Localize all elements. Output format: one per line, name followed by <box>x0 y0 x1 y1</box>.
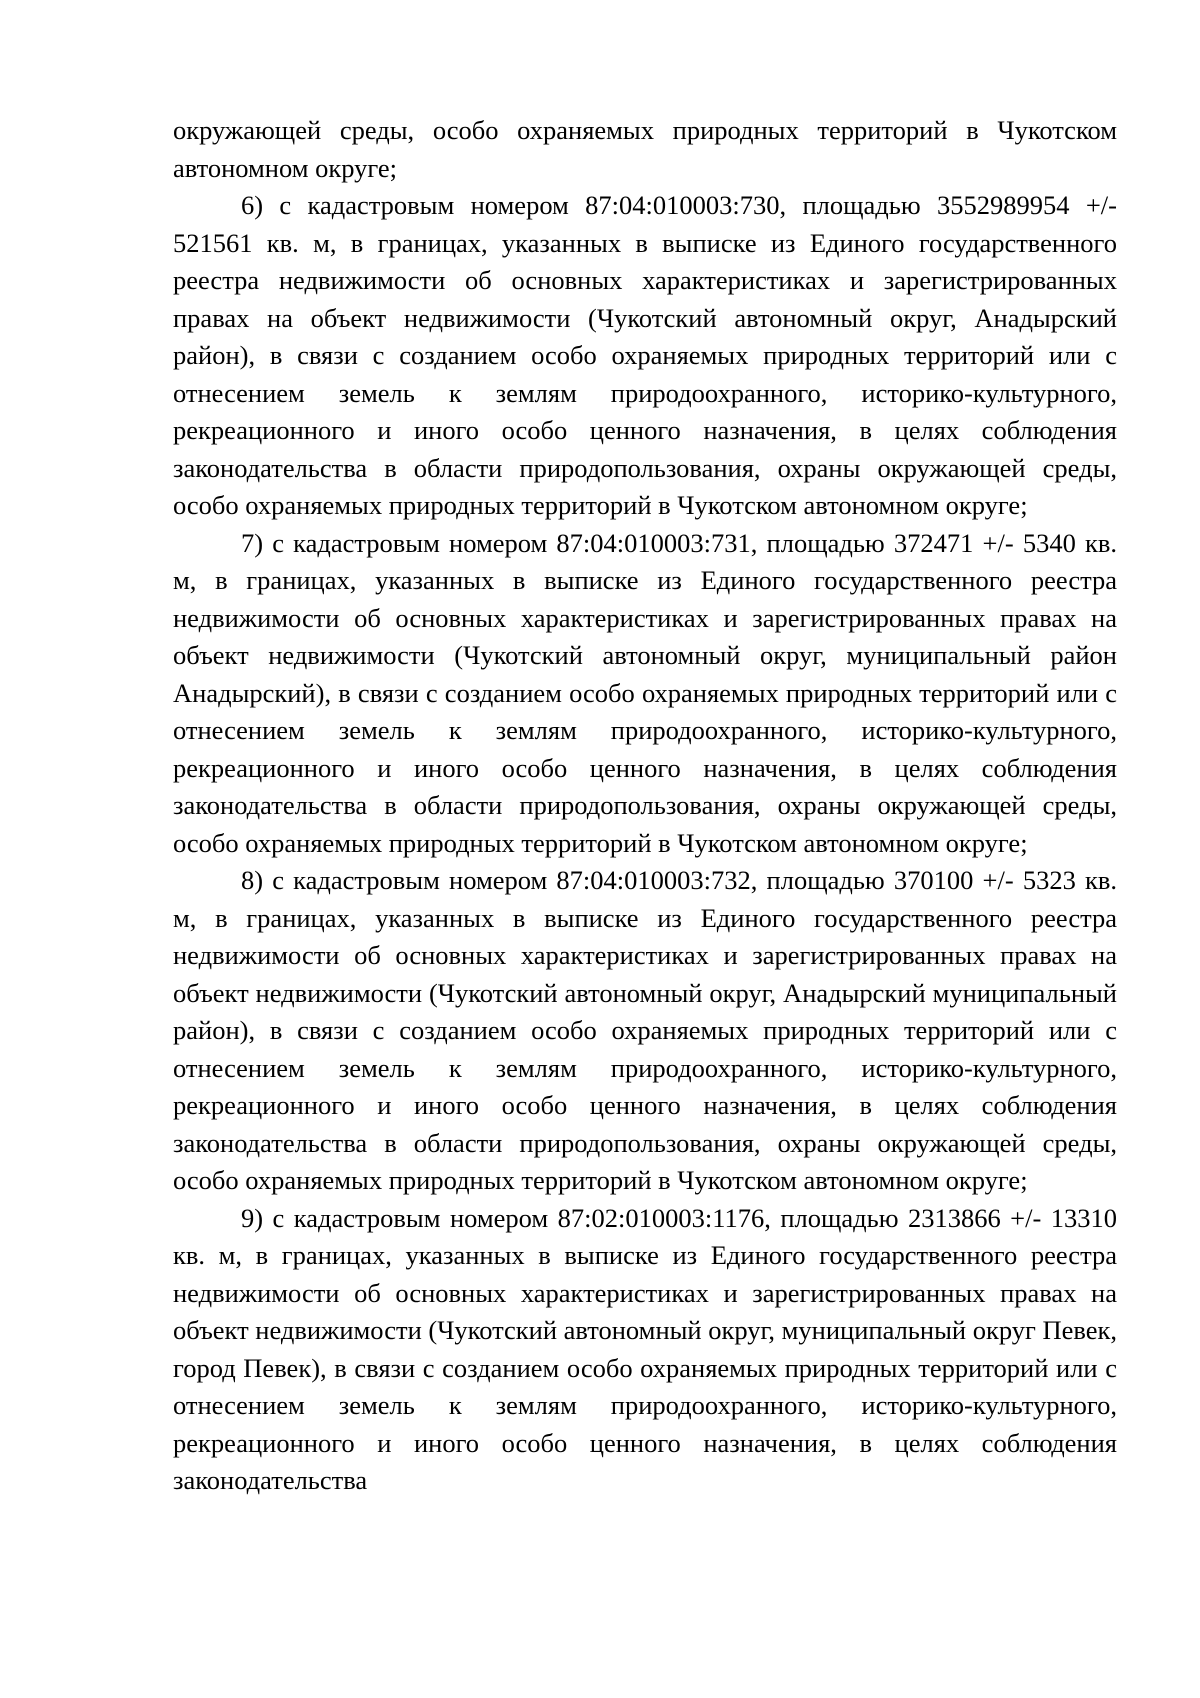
list-item-7 <box>173 525 1117 863</box>
item-text: с кадастровым номером 87:04:010003:730, площадью 3552989954 +/- 521561 кв. м, в границах, указанных в выписке из Единого государственного реестра недвижимости об основных характеристиках и зарегистрированных правах на объект недвижимости (Чукотский автономный округ, Анадырский район), в связи с созданием особо охраняемых природных территорий или с отнесением земель к землям природоохранного, историко-культурного, рекреационного и иного особо ценного назначения, в целях соблюдения законодательства в области природопользования, охраны окружающей среды, особо охраняемых природных территорий в Чукотском автономном округе; <box>173 190 1117 520</box>
list-item-6 <box>173 187 1117 525</box>
list-item-9 <box>173 1200 1117 1500</box>
continuation-paragraph: окружающей среды, особо охраняемых природных территорий в Чукотском автономном округе; <box>173 115 1117 183</box>
item-text: с кадастровым номером 87:04:010003:731, площадью 372471 +/- 5340 кв. м, в границах, указанных в выписке из Единого государственного реестра недвижимости об основных характеристиках и зарегистрированных правах на объект недвижимости (Чукотский автономный округ, муниципальный район Анадырский), в связи с созданием особо охраняемых природных территорий или с отнесением земель к землям природоохранного, историко-культурного, рекреационного и иного особо ценного назначения, в целях соблюдения законодательства в области природопользования, охраны окружающей среды, особо охраняемых природных территорий в Чукотском автономном округе; <box>173 527 1117 858</box>
list-item-8 <box>173 862 1117 1200</box>
item-number: 9) <box>241 1202 264 1233</box>
item-number: 7) <box>241 527 264 558</box>
item-number: 8) <box>241 865 264 895</box>
item-text: с кадастровым номером 87:04:010003:732, площадью 370100 +/- 5323 кв. м, в границах, указанных в выписке из Единого государственного реестра недвижимости об основных характеристиках и зарегистрированных правах на объект недвижимости (Чукотский автономный округ, Анадырский муниципальный район), в связи с созданием особо охраняемых природных территорий или с отнесением земель к землям природоохранного, историко-культурного, рекреационного и иного особо ценного назначения, в целях соблюдения законодательства в области природопользования, охраны окружающей среды, особо охраняемых природных территорий в Чукотском автономном округе; <box>173 865 1117 1195</box>
item-text: с кадастровым номером 87:02:010003:1176, площадью 2313866 +/- 13310 кв. м, в границах, указанных в выписке из Единого государственного реестра недвижимости об основных характеристиках и зарегистрированных правах на объект недвижимости (Чукотский автономный округ, муниципальный округ Певек, город Певек), в связи с созданием особо охраняемых природных территорий или с отнесением земель к землям природоохранного, историко-культурного, рекреационного и иного особо ценного назначения, в целях соблюдения законодательства <box>173 1202 1118 1495</box>
document-page <box>173 112 1117 1500</box>
item-number: 6) <box>241 190 264 220</box>
